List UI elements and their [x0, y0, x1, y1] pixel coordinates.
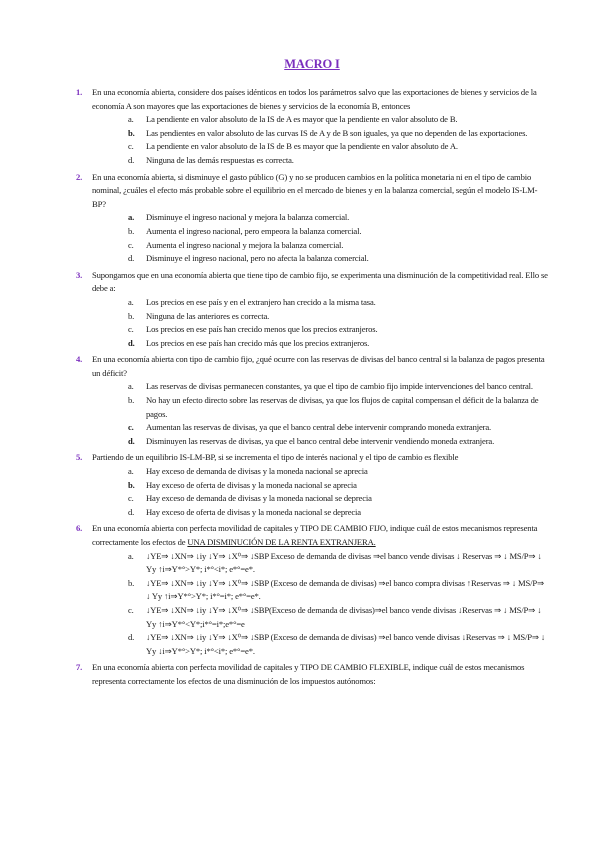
option-list	[92, 211, 548, 265]
option-a	[128, 113, 548, 127]
option-d	[128, 435, 548, 449]
option-c	[128, 140, 548, 154]
option-d	[128, 252, 548, 266]
question-text	[92, 86, 548, 113]
page-title: MACRO I	[284, 57, 340, 71]
question-list	[76, 86, 548, 689]
option-text: Disminuye el ingreso nacional, pero no afecta la balanza comercial.	[146, 253, 369, 264]
question-text-main: Supongamos que en una economía abierta que tiene tipo de cambio fijo, se experimenta una disminución de la competitividad real. Ello se debe a:	[92, 269, 548, 294]
option-b	[128, 479, 548, 493]
option-letter: b.	[128, 127, 135, 138]
option-c	[128, 492, 548, 506]
option-letter: a.	[128, 550, 134, 561]
option-text: Hay exceso de demanda de divisas y la moneda nacional se deprecia	[146, 493, 372, 504]
option-letter: d.	[128, 435, 135, 446]
option-text: ↓YE⇒ ↓XN⇒ ↓iy ↓Y⇒ ↓X⁰⇒ ↓SBP Exceso de demanda de divisas ⇒el banco vende divisas ↓ Reservas ⇒ ↓ MS/P⇒ ↓ Yy ↑i⇒Y*°>Y*; i*°<i*; e*°=e*.	[146, 550, 542, 575]
option-a	[128, 296, 548, 310]
question-text-main: En una economía abierta, considere dos países idénticos en todos los parámetros salvo que las exportaciones de bienes y servicios de la economía A son mayores que las exportaciones de bienes y servicios de la economía B, entonces	[92, 87, 537, 111]
option-letter: a.	[128, 466, 134, 477]
option-letter: c.	[128, 324, 134, 335]
option-list	[92, 380, 548, 448]
option-list	[92, 550, 548, 659]
question-5	[76, 451, 548, 519]
option-c	[128, 323, 548, 337]
option-a	[128, 380, 548, 394]
option-letter: b.	[128, 310, 135, 321]
option-a	[128, 550, 548, 577]
option-b	[128, 225, 548, 239]
option-text: Las reservas de divisas permanecen constantes, ya que el tipo de cambio fijo impide intervenciones del banco central.	[146, 381, 533, 392]
question-text	[92, 661, 548, 688]
option-letter: d.	[128, 506, 135, 517]
option-c	[128, 421, 548, 435]
option-text: Hay exceso de oferta de divisas y la moneda nacional se aprecia	[146, 479, 357, 490]
option-letter: d.	[128, 337, 135, 348]
option-text: Hay exceso de oferta de divisas y la moneda nacional se deprecia	[146, 506, 361, 517]
option-text: Los precios en ese país y en el extranjero han crecido a la misma tasa.	[146, 296, 376, 307]
question-number: 4.	[76, 354, 83, 365]
question-2	[76, 171, 548, 266]
option-text: Los precios en ese país han crecido más que los precios extranjeros.	[146, 337, 370, 348]
option-letter: b.	[128, 479, 135, 490]
option-letter: a.	[128, 381, 134, 392]
question-text-main: En una economía abierta, si disminuye el gasto público (G) y no se producen cambios en la política monetaria ni en el tipo de cambio nominal, ¿cuáles el efecto más probable sobre el equilibrio en el mercado de bienes y en la balanza comercial, según el modelo IS-LM-BP?	[92, 171, 538, 209]
question-text-main: Partiendo de un equilibrio IS-LM-BP, si se incrementa el tipo de interés nacional y el tipo de cambio es flexible	[92, 452, 459, 463]
question-3	[76, 269, 548, 351]
option-text: La pendiente en valor absoluto de la IS de A es mayor que la pendiente en valor absoluto de B.	[146, 114, 458, 125]
option-text: Disminuye el ingreso nacional y mejora la balanza comercial.	[146, 212, 350, 223]
option-letter: a.	[128, 114, 134, 125]
question-text	[92, 171, 548, 212]
option-letter: b.	[128, 577, 135, 588]
option-b	[128, 127, 548, 141]
option-text: ↓YE⇒ ↓XN⇒ ↓iy ↓Y⇒ ↓X⁰⇒ ↓SBP (Exceso de demanda de divisas) ⇒el banco compra divisas ↑Reservas ⇒ ↓ MS/P⇒ ↓ Yy ↑i⇒Y*°>Y*; i*°=i*; e*°=e*.	[146, 577, 545, 602]
option-text: ↓YE⇒ ↓XN⇒ ↓iy ↓Y⇒ ↓X⁰⇒ ↓SBP (Exceso de demanda de divisas) ⇒el banco vende divisas ↓Reservas ⇒ ↓ MS/P⇒ ↓ Yy ↓i⇒Y*°>Y*; i*°<i*; e*°=e*.	[146, 632, 546, 656]
option-text: La pendiente en valor absoluto de la IS de B es mayor que la pendiente en valor absoluto de A.	[146, 141, 458, 152]
option-c	[128, 239, 548, 253]
question-1	[76, 86, 548, 168]
option-d	[128, 631, 548, 658]
question-4	[76, 353, 548, 448]
question-text-main: En una economía abierta con perfecta movilidad de capitales y TIPO DE CAMBIO FIJO, indique cuál de estos mecanismos representa correctamente los efectos de	[92, 523, 538, 547]
option-a	[128, 211, 548, 225]
option-text: Aumentan las reservas de divisas, ya que el banco central debe intervenir comprando moneda extranjera.	[146, 422, 492, 433]
option-text: Ninguna de las demás respuestas es correcta.	[146, 154, 294, 165]
option-text: Aumenta el ingreso nacional y mejora la balanza comercial.	[146, 239, 344, 250]
option-letter: d.	[128, 253, 135, 264]
question-number: 1.	[76, 87, 83, 97]
question-number: 2.	[76, 171, 83, 182]
option-b	[128, 577, 548, 604]
option-list	[92, 296, 548, 350]
option-letter: a.	[128, 296, 134, 307]
option-letter: d.	[128, 632, 135, 643]
question-7	[76, 661, 548, 688]
option-a	[128, 465, 548, 479]
question-text-underlined: UNA DISMINUCIÓN DE LA RENTA EXTRANJERA.	[187, 537, 376, 547]
option-letter: c.	[128, 422, 134, 433]
option-text: Disminuyen las reservas de divisas, ya que el banco central debe intervenir vendiendo moneda extranjera.	[146, 435, 495, 446]
option-letter: c.	[128, 239, 134, 250]
question-text	[92, 522, 548, 549]
option-c	[128, 604, 548, 631]
question-number: 5.	[76, 452, 83, 463]
option-letter: b.	[128, 225, 135, 236]
option-b	[128, 394, 548, 421]
option-list	[92, 113, 548, 167]
option-letter: c.	[128, 604, 134, 615]
question-text	[92, 353, 548, 380]
question-number: 6.	[76, 523, 83, 534]
option-text: Los precios en ese país han crecido menos que los precios extranjeros.	[146, 324, 378, 335]
question-text	[92, 269, 548, 296]
option-text: Ninguna de las anteriores es correcta.	[146, 310, 270, 321]
option-d	[128, 506, 548, 520]
option-letter: c.	[128, 141, 134, 152]
option-d	[128, 337, 548, 351]
option-text: Las pendientes en valor absoluto de las curvas IS de A y de B son iguales, ya que no dependen de las exportaciones.	[146, 127, 528, 138]
option-text: No hay un efecto directo sobre las reservas de divisas, ya que los flujos de capital compensan el déficit de la balanza de pagos.	[146, 395, 539, 419]
question-6	[76, 522, 548, 658]
option-text: Hay exceso de demanda de divisas y la moneda nacional se aprecia	[146, 466, 368, 477]
option-d	[128, 154, 548, 168]
option-text: Aumenta el ingreso nacional, pero empeora la balanza comercial.	[146, 225, 362, 236]
option-letter: a.	[128, 212, 135, 223]
question-text-main: En una economía abierta con perfecta movilidad de capitales y TIPO DE CAMBIO FLEXIBLE, indique cuál de estos mecanismos representa correctamente los efectos de una disminución de los impuestos autónomos:	[92, 662, 525, 686]
question-text-main: En una economía abierta con tipo de cambio fijo, ¿qué ocurre con las reservas de divisas del banco central si la balanza de pagos presenta un déficit?	[92, 354, 545, 378]
question-number: 7.	[76, 662, 83, 673]
option-list	[92, 465, 548, 519]
question-number: 3.	[76, 269, 83, 280]
option-letter: d.	[128, 154, 135, 165]
option-b	[128, 310, 548, 324]
question-text	[92, 451, 548, 465]
option-text: ↓YE⇒ ↓XN⇒ ↓iy ↓Y⇒ ↓X⁰⇒ ↓SBP(Exceso de demanda de divisas)⇒el banco vende divisas ↓Reservas ⇒ ↓ MS/P⇒ ↓ Yy ↑i⇒Y*°<Y*;i*°=i*;e*°=e	[146, 604, 542, 629]
option-letter: c.	[128, 493, 134, 504]
option-letter: b.	[128, 395, 135, 406]
